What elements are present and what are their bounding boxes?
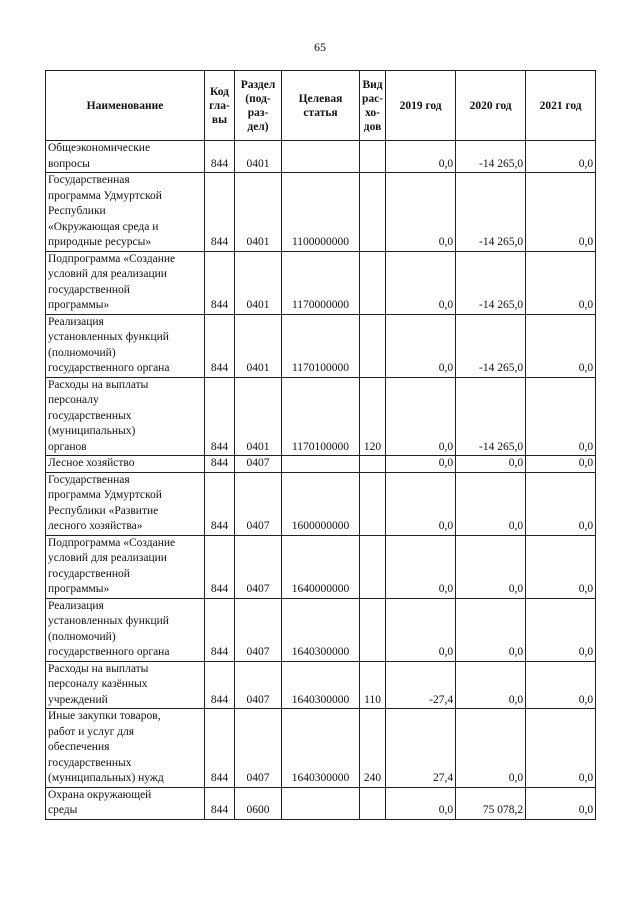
row-name-cell: Лесное хозяйство	[46, 456, 205, 473]
row-section-cell: 0401	[235, 377, 282, 456]
table-row	[46, 787, 596, 819]
row-2020-cell: 75 078,2	[456, 787, 526, 819]
row-section-cell: 0407	[235, 535, 282, 598]
row-2020-cell: 0,0	[456, 456, 526, 473]
row-expense-type-cell	[360, 251, 386, 314]
header-chapter-code: Код гла- вы	[205, 71, 235, 141]
row-section-cell: 0407	[235, 456, 282, 473]
row-chapter-code-cell: 844	[205, 377, 235, 456]
row-chapter-code-cell: 844	[205, 251, 235, 314]
row-2021-cell: 0,0	[526, 787, 596, 819]
row-expense-type-cell	[360, 141, 386, 173]
row-2019-cell: 0,0	[386, 251, 456, 314]
row-chapter-code-cell: 844	[205, 173, 235, 252]
row-2019-cell: 0,0	[386, 456, 456, 473]
row-2021-cell: 0,0	[526, 709, 596, 788]
table-row	[46, 173, 596, 252]
header-name: Наименование	[46, 71, 205, 141]
table-row	[46, 251, 596, 314]
row-2021-cell: 0,0	[526, 251, 596, 314]
row-2021-cell: 0,0	[526, 472, 596, 535]
row-2020-cell: -14 265,0	[456, 173, 526, 252]
row-expense-type-cell	[360, 535, 386, 598]
header-row	[46, 71, 596, 141]
row-expense-type-cell: 110	[360, 661, 386, 709]
table-row	[46, 472, 596, 535]
row-section-cell: 0401	[235, 141, 282, 173]
row-chapter-code-cell: 844	[205, 661, 235, 709]
row-chapter-code-cell: 844	[205, 787, 235, 819]
row-2019-cell: 0,0	[386, 535, 456, 598]
row-chapter-code-cell: 844	[205, 598, 235, 661]
row-chapter-code-cell: 844	[205, 472, 235, 535]
table-row	[46, 456, 596, 473]
header-2020: 2020 год	[456, 71, 526, 141]
row-name-cell: Расходы на выплаты персоналу казённых учреждений	[46, 661, 205, 709]
row-2019-cell: 0,0	[386, 173, 456, 252]
row-2021-cell: 0,0	[526, 535, 596, 598]
row-2020-cell: -14 265,0	[456, 377, 526, 456]
row-target-article-cell: 1100000000	[282, 173, 360, 252]
row-target-article-cell: 1600000000	[282, 472, 360, 535]
header-section: Раздел (под- раз- дел)	[235, 71, 282, 141]
row-target-article-cell: 1170100000	[282, 377, 360, 456]
row-2019-cell: 0,0	[386, 377, 456, 456]
header-2019: 2019 год	[386, 71, 456, 141]
row-name-cell: Государственная программа Удмуртской Республики «Окружающая среда и природные ресурсы»	[46, 173, 205, 252]
row-2019-cell: 27,4	[386, 709, 456, 788]
table-row	[46, 377, 596, 456]
row-2021-cell: 0,0	[526, 173, 596, 252]
row-chapter-code-cell: 844	[205, 709, 235, 788]
row-section-cell: 0407	[235, 472, 282, 535]
row-2020-cell: 0,0	[456, 598, 526, 661]
row-expense-type-cell	[360, 456, 386, 473]
row-section-cell: 0600	[235, 787, 282, 819]
row-2020-cell: -14 265,0	[456, 314, 526, 377]
row-section-cell: 0401	[235, 251, 282, 314]
row-2021-cell: 0,0	[526, 377, 596, 456]
table-row	[46, 314, 596, 377]
row-expense-type-cell	[360, 598, 386, 661]
row-target-article-cell: 1170100000	[282, 314, 360, 377]
row-expense-type-cell: 120	[360, 377, 386, 456]
row-target-article-cell	[282, 787, 360, 819]
table-row	[46, 141, 596, 173]
header-2021: 2021 год	[526, 71, 596, 141]
row-2020-cell: 0,0	[456, 661, 526, 709]
row-2021-cell: 0,0	[526, 456, 596, 473]
row-name-cell: Общеэкономические вопросы	[46, 141, 205, 173]
row-target-article-cell: 1640300000	[282, 709, 360, 788]
row-chapter-code-cell: 844	[205, 141, 235, 173]
row-2020-cell: 0,0	[456, 709, 526, 788]
row-chapter-code-cell: 844	[205, 535, 235, 598]
table-row	[46, 661, 596, 709]
table-body	[46, 141, 596, 820]
row-2020-cell: -14 265,0	[456, 141, 526, 173]
row-expense-type-cell: 240	[360, 709, 386, 788]
table-row	[46, 709, 596, 788]
row-target-article-cell: 1640300000	[282, 661, 360, 709]
row-name-cell: Подпрограмма «Создание условий для реализации государственной программы»	[46, 251, 205, 314]
row-name-cell: Государственная программа Удмуртской Республики «Развитие лесного хозяйства»	[46, 472, 205, 535]
row-2021-cell: 0,0	[526, 598, 596, 661]
row-2021-cell: 0,0	[526, 141, 596, 173]
row-name-cell: Иные закупки товаров, работ и услуг для обеспечения государственных (муниципальных) нужд	[46, 709, 205, 788]
row-name-cell: Реализация установленных функций (полномочий) государственного органа	[46, 598, 205, 661]
row-target-article-cell: 1640000000	[282, 535, 360, 598]
row-2019-cell: -27,4	[386, 661, 456, 709]
row-expense-type-cell	[360, 173, 386, 252]
row-2019-cell: 0,0	[386, 314, 456, 377]
row-2020-cell: 0,0	[456, 472, 526, 535]
row-section-cell: 0401	[235, 314, 282, 377]
row-2021-cell: 0,0	[526, 661, 596, 709]
row-target-article-cell	[282, 456, 360, 473]
row-chapter-code-cell: 844	[205, 314, 235, 377]
row-2021-cell: 0,0	[526, 314, 596, 377]
row-target-article-cell	[282, 141, 360, 173]
row-2019-cell: 0,0	[386, 472, 456, 535]
row-2020-cell: -14 265,0	[456, 251, 526, 314]
row-section-cell: 0401	[235, 173, 282, 252]
table-row	[46, 535, 596, 598]
row-section-cell: 0407	[235, 661, 282, 709]
row-name-cell: Подпрограмма «Создание условий для реализации государственной программы»	[46, 535, 205, 598]
budget-table	[45, 70, 596, 820]
table-row	[46, 598, 596, 661]
row-name-cell: Реализация установленных функций (полномочий) государственного органа	[46, 314, 205, 377]
row-name-cell: Расходы на выплаты персоналу государственных (муниципальных) органов	[46, 377, 205, 456]
row-section-cell: 0407	[235, 709, 282, 788]
header-expense-type: Вид рас- хо- дов	[360, 71, 386, 141]
page-number: 65	[314, 40, 326, 54]
row-2019-cell: 0,0	[386, 787, 456, 819]
row-2020-cell: 0,0	[456, 535, 526, 598]
row-target-article-cell: 1170000000	[282, 251, 360, 314]
row-2019-cell: 0,0	[386, 598, 456, 661]
row-section-cell: 0407	[235, 598, 282, 661]
row-name-cell: Охрана окружающей среды	[46, 787, 205, 819]
row-expense-type-cell	[360, 314, 386, 377]
row-target-article-cell: 1640300000	[282, 598, 360, 661]
header-target-article: Целевая статья	[282, 71, 360, 141]
row-expense-type-cell	[360, 472, 386, 535]
row-chapter-code-cell: 844	[205, 456, 235, 473]
row-2019-cell: 0,0	[386, 141, 456, 173]
row-expense-type-cell	[360, 787, 386, 819]
